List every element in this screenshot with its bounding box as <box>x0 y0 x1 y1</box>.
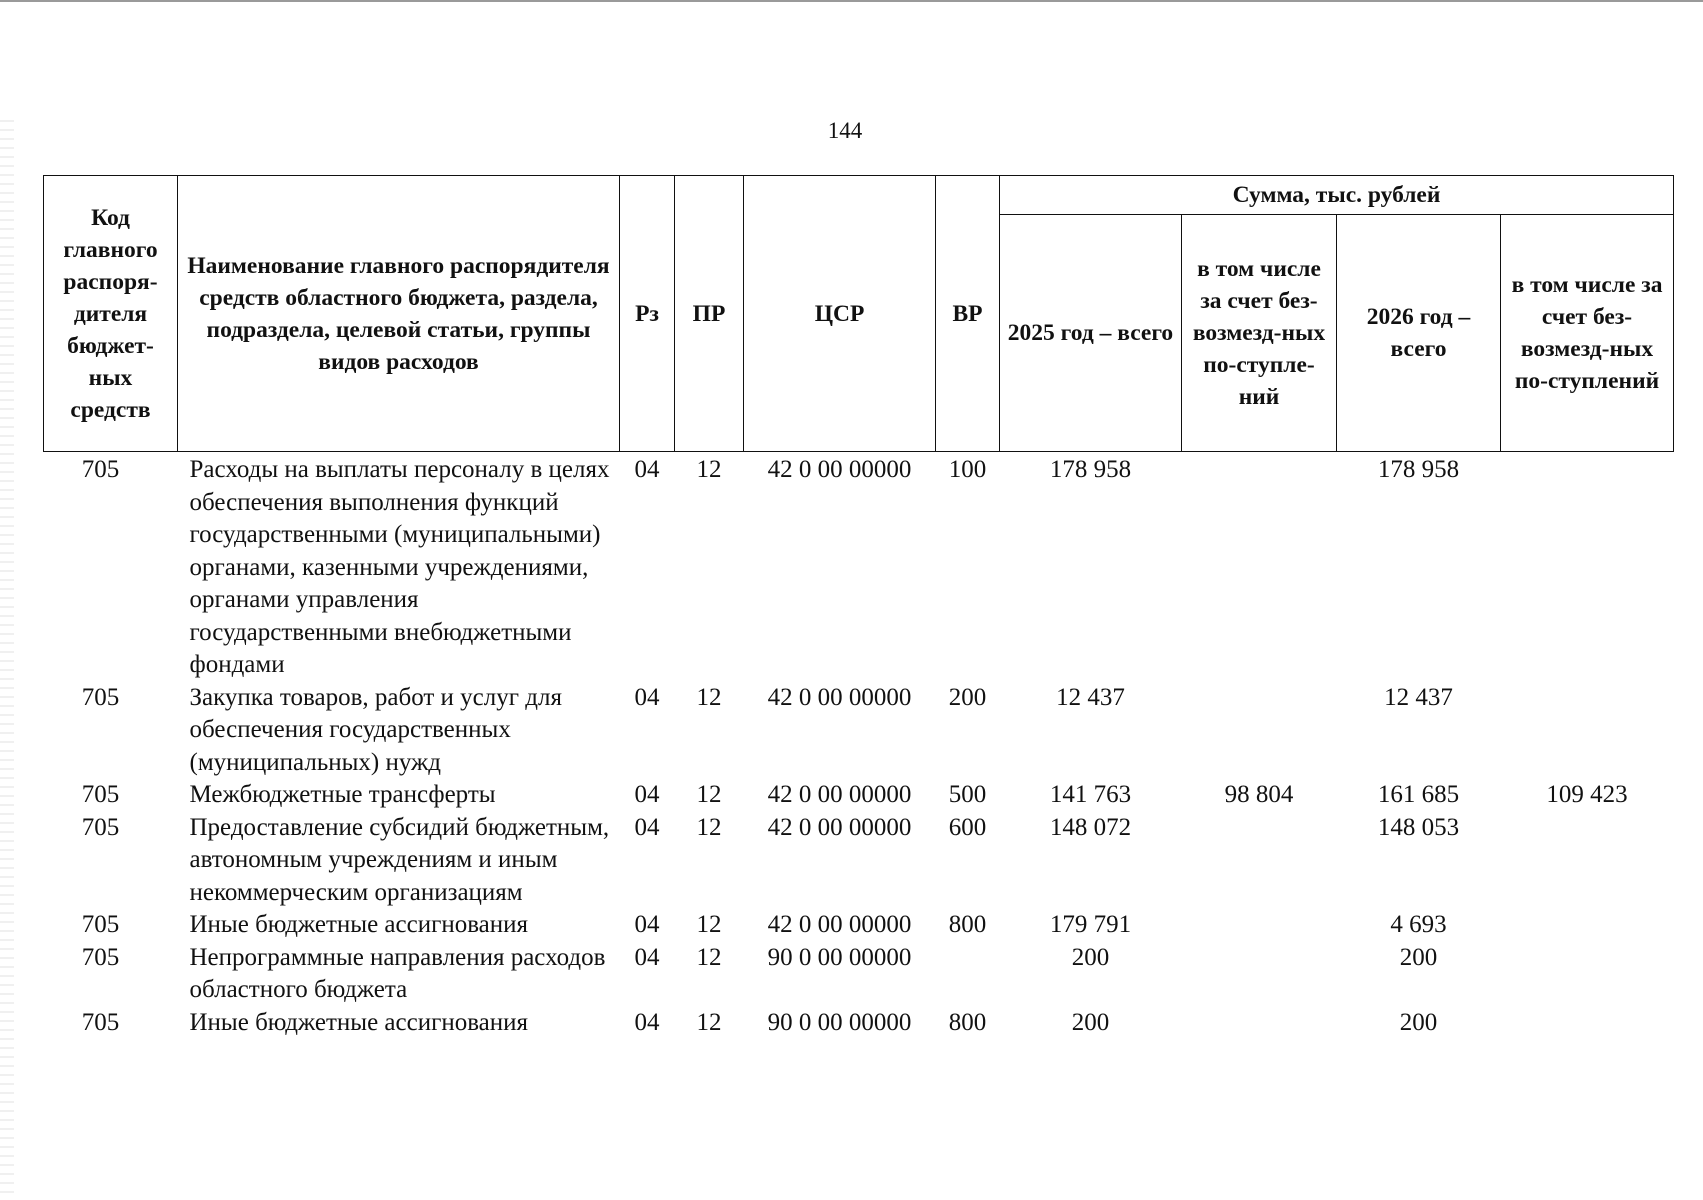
cell-rz: 04 <box>634 781 660 808</box>
cell-2026-free <box>1501 909 1674 942</box>
cell-2026-free: 109 423 <box>1546 781 1628 808</box>
cell-name: Расходы на выплаты персоналу в целях обеспечения выполнения функций государственными (муниципальными) органами, казенными учреждениями, органами управления государственными внебюджетными фондами <box>189 456 610 678</box>
table-body <box>44 452 1674 1040</box>
cell-2025-total: 12 437 <box>1056 683 1125 711</box>
cell-2026-total: 12 437 <box>1384 683 1453 711</box>
budget-table <box>43 175 1674 1039</box>
cell-2025-free <box>1182 942 1337 1007</box>
cell-rz: 04 <box>634 683 660 711</box>
cell-csr: 42 0 00 00000 <box>767 683 912 711</box>
cell-pr: 12 <box>696 683 722 711</box>
header-code: Код главного распоря-дителя бюджет-ных средств <box>44 176 178 452</box>
cell-2026-total: 4 693 <box>1390 911 1447 938</box>
header-rz: Рз <box>620 176 675 452</box>
cell-vr <box>936 942 1000 1007</box>
cell-name: Межбюджетные трансферты <box>189 781 496 808</box>
cell-csr: 42 0 00 00000 <box>767 456 912 483</box>
cell-2025-total: 178 958 <box>1049 456 1132 483</box>
cell-2025-total: 148 072 <box>1049 813 1132 841</box>
table-row <box>44 452 1674 682</box>
cell-rz: 04 <box>634 456 660 483</box>
table-row <box>44 779 1674 812</box>
cell-rz: 04 <box>634 911 660 938</box>
table-row <box>44 682 1674 780</box>
cell-name: Иные бюджетные ассигнования <box>189 911 529 938</box>
cell-pr: 12 <box>696 813 722 841</box>
cell-2026-free <box>1501 452 1674 682</box>
cell-csr: 90 0 00 00000 <box>767 943 912 971</box>
cell-2025-free: 98 804 <box>1224 781 1294 808</box>
cell-2026-total: 148 053 <box>1377 813 1460 841</box>
cell-name: Предоставление субсидий бюджетным, автономным учреждениям и иным некоммерческим организациям <box>189 813 610 906</box>
header-2025-free: в том числе за счет без-возмезд-ных по-ступле-ний <box>1182 215 1337 452</box>
cell-csr: 90 0 00 00000 <box>767 1008 912 1036</box>
cell-pr: 12 <box>696 911 722 938</box>
cell-vr: 200 <box>948 683 987 711</box>
cell-pr: 12 <box>696 1008 722 1036</box>
header-name: Наименование главного распорядителя средств областного бюджета, раздела, подраздела, целевой статьи, группы видов расходов <box>178 176 620 452</box>
cell-pr: 12 <box>696 943 722 971</box>
cell-rz: 04 <box>634 943 660 971</box>
cell-csr: 42 0 00 00000 <box>767 813 912 841</box>
scan-edge-noise <box>0 120 14 1200</box>
cell-2025-free <box>1182 452 1337 682</box>
header-2026-free: в том числе за счет без-возмезд-ных по-ступлений <box>1501 215 1674 452</box>
header-2026-total: 2026 год – всего <box>1337 215 1501 452</box>
cell-code: 705 <box>81 1008 120 1036</box>
cell-code: 705 <box>81 911 120 938</box>
cell-vr: 100 <box>948 456 987 483</box>
cell-csr: 42 0 00 00000 <box>767 911 912 938</box>
header-pr: ПР <box>675 176 744 452</box>
cell-name: Иные бюджетные ассигнования <box>189 1008 529 1036</box>
cell-rz: 04 <box>634 1008 660 1036</box>
cell-rz: 04 <box>634 813 660 841</box>
cell-2026-free <box>1501 812 1674 910</box>
cell-2025-free <box>1182 1007 1337 1040</box>
header-vr: ВР <box>936 176 1000 452</box>
cell-name: Закупка товаров, работ и услуг для обеспечения государственных (муниципальных) нужд <box>189 683 562 776</box>
cell-2026-total: 200 <box>1399 943 1438 971</box>
cell-2026-free <box>1501 942 1674 1007</box>
cell-vr: 800 <box>948 911 987 938</box>
cell-vr: 500 <box>948 781 987 808</box>
cell-2025-free <box>1182 909 1337 942</box>
cell-pr: 12 <box>696 456 722 483</box>
cell-2026-free <box>1501 1007 1674 1040</box>
cell-2026-free <box>1501 682 1674 780</box>
table-header <box>44 176 1674 452</box>
cell-2025-total: 200 <box>1071 943 1110 971</box>
cell-2026-total: 161 685 <box>1377 781 1460 808</box>
cell-2026-total: 200 <box>1399 1008 1438 1036</box>
table-row <box>44 909 1674 942</box>
cell-vr: 600 <box>948 813 987 841</box>
cell-2025-total: 200 <box>1071 1008 1110 1036</box>
cell-code: 705 <box>81 781 120 808</box>
cell-2025-total: 179 791 <box>1049 911 1132 938</box>
cell-code: 705 <box>81 943 120 971</box>
cell-2025-free <box>1182 812 1337 910</box>
cell-2025-total: 141 763 <box>1049 781 1132 808</box>
cell-name: Непрограммные направления расходов областного бюджета <box>189 943 606 1003</box>
cell-pr: 12 <box>696 781 722 808</box>
header-2025-total: 2025 год – всего <box>1000 215 1182 452</box>
header-sum-group: Сумма, тыс. рублей <box>1000 176 1674 215</box>
table-row <box>44 1007 1674 1040</box>
cell-code: 705 <box>81 456 120 483</box>
cell-2025-free <box>1182 682 1337 780</box>
cell-code: 705 <box>81 813 120 841</box>
cell-vr: 800 <box>948 1008 987 1036</box>
scan-edge-line <box>0 0 1703 2</box>
table-row <box>44 812 1674 910</box>
cell-code: 705 <box>81 683 120 711</box>
cell-csr: 42 0 00 00000 <box>767 781 912 808</box>
table-row <box>44 942 1674 1007</box>
header-csr: ЦСР <box>744 176 936 452</box>
page-number: 144 <box>827 118 863 143</box>
cell-2026-total: 178 958 <box>1377 456 1460 483</box>
